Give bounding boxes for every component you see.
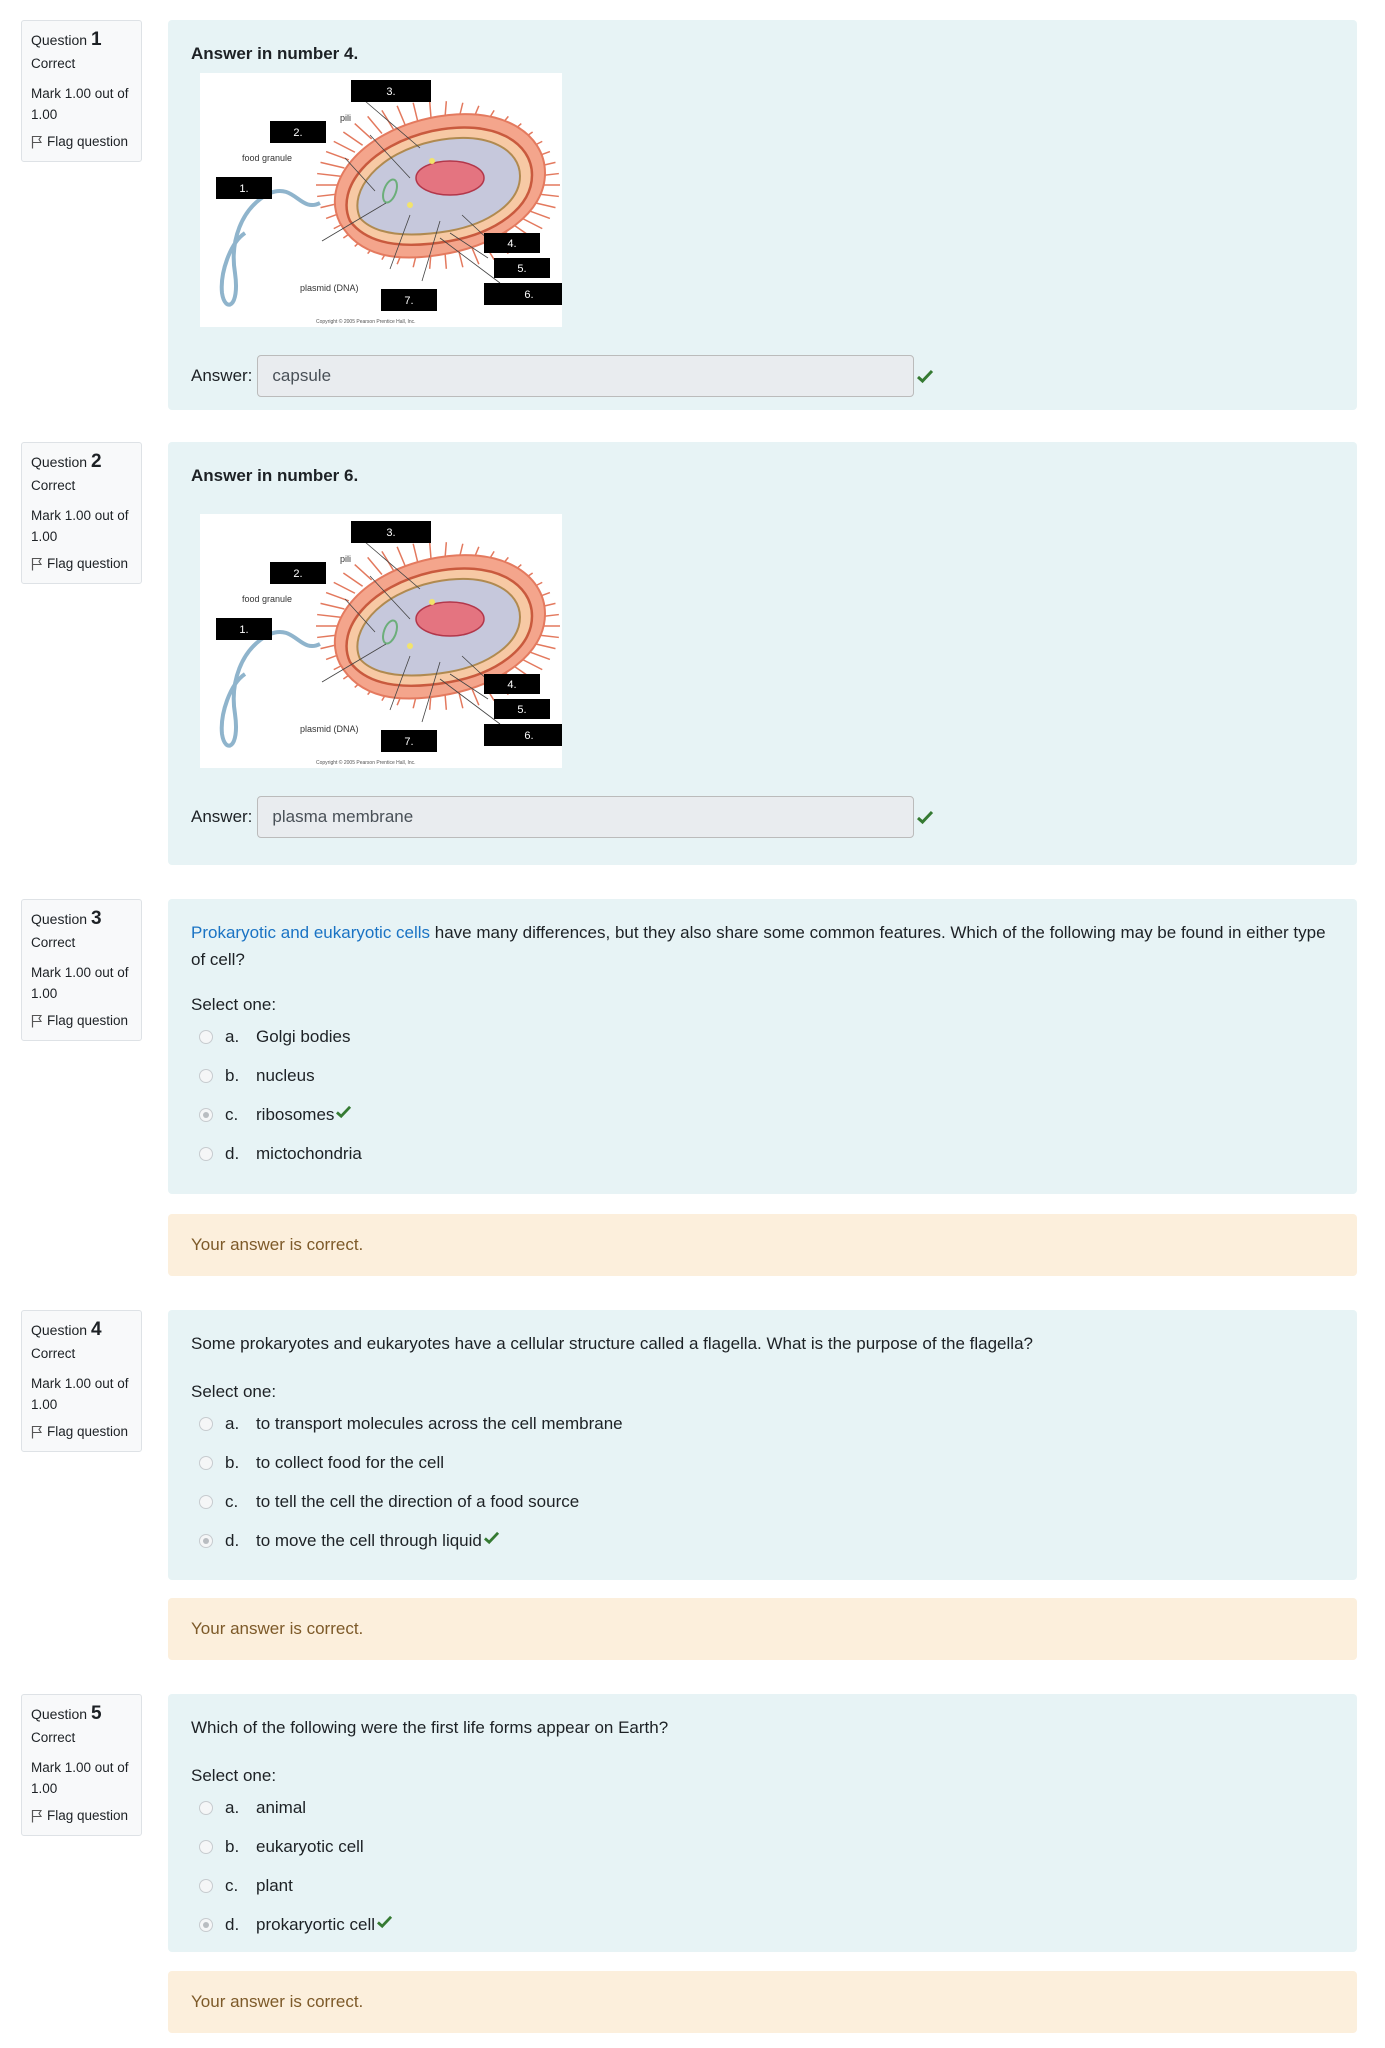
flag-question-button[interactable] [31,1012,132,1030]
nucleoid [416,161,484,195]
answer-radio[interactable] [199,1840,213,1854]
bacteria-diagram [200,514,562,768]
answer-radio[interactable] [199,1801,213,1815]
answer-label: Answer: [191,807,253,826]
correct-check-icon [335,1104,352,1119]
food-granule [407,643,413,649]
flag-icon [31,135,43,149]
question-number: 1 [90,29,102,50]
answer-option[interactable] [191,1443,1334,1482]
answer-input[interactable]: capsule [257,355,914,397]
option-letter: b. [225,1065,240,1085]
question-grade: Mark 1.00 out of 1.00 [31,965,129,1001]
answer-input[interactable]: plasma membrane [257,796,914,838]
option-text: to collect food for the cell [256,1452,445,1472]
food-granule-label: food granule [242,153,293,163]
question-info [21,442,142,584]
option-text: prokaryortic cell [256,1914,376,1934]
number-label: 2. [293,568,303,580]
question-grade: Mark 1.00 out of 1.00 [31,1376,129,1412]
question-label: Question [31,454,88,470]
flag-question-label: Flag question [47,1808,129,1823]
nucleoid [416,602,484,636]
answer-radio[interactable] [199,1495,213,1509]
number-label: 1. [239,624,249,636]
pili-label: pili [340,113,352,123]
number-label: 4. [507,238,517,250]
flag-icon [31,1014,43,1028]
option-letter: c. [225,1104,239,1124]
answer-option[interactable] [191,1095,1334,1134]
option-text: to tell the cell the direction of a food source [256,1491,580,1511]
question-state: Correct [31,56,76,71]
bacteria-diagram-image [200,514,562,768]
flag-question-label: Flag question [47,556,129,571]
bacteria-diagram-image [200,73,562,327]
correct-check-icon [483,1530,500,1545]
question-label: Question [31,1322,88,1338]
question-number: 4 [90,1319,102,1340]
plasmid-label: plasmid (DNA) [300,724,359,734]
number-label: 5. [517,263,527,275]
option-text: to move the cell through liquid [256,1530,482,1550]
option-letter: c. [225,1491,239,1511]
feedback-correct: Your answer is correct. [168,1971,1357,2033]
answer-option[interactable] [191,1827,1334,1866]
answer-option[interactable] [191,1905,1334,1944]
option-letter: b. [225,1836,240,1856]
answer-radio[interactable] [199,1534,213,1548]
number-label: 7. [404,736,414,748]
pili-label: pili [340,554,352,564]
question-state: Correct [31,1346,76,1361]
option-letter: d. [225,1530,240,1550]
answer-option[interactable] [191,1404,1334,1443]
select-one-label: Select one: [191,1766,277,1785]
answer-label: Answer: [191,366,253,385]
number-label: 2. [293,127,303,139]
question-info [21,1694,142,1836]
feedback-correct: Your answer is correct. [168,1214,1357,1276]
answer-option[interactable] [191,1521,1334,1560]
question-grade: Mark 1.00 out of 1.00 [31,86,129,122]
question-text: Which of the following were the first life forms appear on Earth? [191,1718,669,1737]
question-state: Correct [31,1730,76,1745]
option-letter: a. [225,1797,240,1817]
question-number: 2 [90,451,102,472]
flag-question-label: Flag question [47,134,129,149]
question-info [21,899,142,1041]
select-one-label: Select one: [191,995,277,1014]
number-label: 7. [404,295,414,307]
number-box [484,283,562,305]
answer-options [191,1017,1334,1173]
question-number: 5 [90,1703,102,1724]
option-text: nucleus [256,1065,315,1085]
answer-radio[interactable] [199,1147,213,1161]
plasmid-label: plasmid (DNA) [300,283,359,293]
answer-options [191,1404,1334,1560]
answer-option[interactable] [191,1134,1334,1173]
question-grade: Mark 1.00 out of 1.00 [31,508,129,544]
correct-check-icon [916,809,934,825]
number-label: 1. [239,183,249,195]
question-formulation [168,1310,1357,1580]
option-letter: d. [225,1914,240,1934]
flag-icon [31,557,43,571]
question-text [191,919,1334,973]
question-formulation [168,1694,1357,1952]
correct-check-icon [376,1914,393,1929]
number-label: 6. [524,730,534,742]
copyright-label: Copyright © 2005 Pearson Prentice Hall, Inc. [316,760,416,766]
correct-check-icon [916,368,934,384]
option-text: mictochondria [256,1143,362,1163]
food-granule [429,158,435,164]
question-label: Question [31,911,88,927]
number-box [484,724,562,746]
answer-option[interactable] [191,1788,1334,1827]
question-label: Question [31,32,88,48]
question-state: Correct [31,935,76,950]
feedback-correct: Your answer is correct. [168,1598,1357,1660]
answer-radio[interactable] [199,1918,213,1932]
option-text: animal [256,1797,307,1817]
flag-question-button[interactable] [31,133,132,151]
question-info [21,1310,142,1452]
question-grade: Mark 1.00 out of 1.00 [31,1760,129,1796]
answer-radio[interactable] [199,1108,213,1122]
question-text-body: have many differences, but they also share some common features. Which of the following may be found in either type of cell? [191,923,1326,969]
question-text: Answer in number 6. [191,466,359,485]
option-text: Golgi bodies [256,1026,351,1046]
number-label: 5. [517,704,527,716]
option-text: plant [256,1875,293,1895]
glossary-link[interactable]: Prokaryotic and eukaryotic cells [191,923,431,942]
food-granule [429,599,435,605]
option-letter: b. [225,1452,240,1472]
answer-option[interactable] [191,1866,1334,1905]
answer-option[interactable] [191,1482,1334,1521]
option-text: eukaryotic cell [256,1836,364,1856]
answer-radio[interactable] [199,1879,213,1893]
flag-question-label: Flag question [47,1013,129,1028]
question-formulation [168,442,1357,865]
select-one-label: Select one: [191,1382,277,1401]
number-label: 3. [386,527,396,539]
option-letter: c. [225,1875,239,1895]
answer-option[interactable] [191,1017,1334,1056]
option-text: ribosomes [256,1104,335,1124]
question-text: Answer in number 4. [191,44,359,63]
question-formulation [168,899,1357,1194]
question-text: Some prokaryotes and eukaryotes have a cellular structure called a flagella. What is the purpose of the flagella? [191,1334,1033,1353]
answer-radio[interactable] [199,1069,213,1083]
copyright-label: Copyright © 2005 Pearson Prentice Hall, Inc. [316,319,416,325]
question-formulation [168,20,1357,410]
option-letter: a. [225,1026,240,1046]
answer-radio[interactable] [199,1456,213,1470]
number-label: 3. [386,86,396,98]
number-label: 6. [524,289,534,301]
bacteria-diagram [200,73,562,327]
flag-icon [31,1425,43,1439]
option-text: to transport molecules across the cell membrane [256,1413,623,1433]
flag-question-button[interactable] [31,1423,132,1441]
answer-radio[interactable] [199,1417,213,1431]
question-state: Correct [31,478,76,493]
option-letter: d. [225,1143,240,1163]
question-number: 3 [90,908,102,929]
answer-option[interactable] [191,1056,1334,1095]
question-label: Question [31,1706,88,1722]
answer-options [191,1788,1334,1944]
option-letter: a. [225,1413,240,1433]
answer-radio[interactable] [199,1030,213,1044]
flag-question-button[interactable] [31,1807,132,1825]
food-granule [407,202,413,208]
number-label: 4. [507,679,517,691]
food-granule-label: food granule [242,594,293,604]
question-info [21,20,142,162]
flag-question-button[interactable] [31,555,132,573]
flag-icon [31,1809,43,1823]
flag-question-label: Flag question [47,1424,129,1439]
